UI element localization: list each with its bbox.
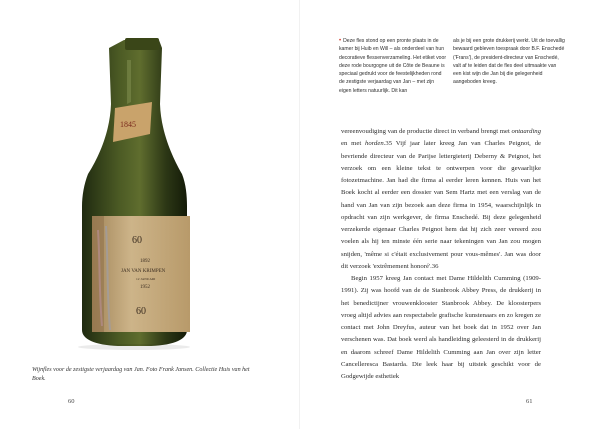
paragraph-2: Begin 1957 kreeg Jan contact met Dame Hildelith Cumming (1909-1991). Zij was hoofd van de de Stanbrook Abbey Press, de drukkerij in het benedictijner vrouwenklooster Stanbrook Abbey. De kloosterpers vroeg altijd advies aan respectabele grafische kunstenaars en zo kregen ze contact met John Dreyfus, auteur van het boek dat in 1952 over Jan verschenen was. Dat boek werd als handleiding geleesterd in de drukkerij en daarom schreef Dame Hildelith Cumming aan Jan over zijn letter Cancelleresca Bastarda. Die leek haar bij uitstek geschikt voor de Godgewijde esthetiek (341, 275, 541, 380)
photo-caption: Wijnfles voor de zestigste verjaardag van Jan. Foto Frank Jansen. Collectie Huis van het Boek. (32, 367, 250, 382)
sidenote-left-text: Deze fles stond op een pronte plaats in de kamer bij Huib en Will – als onderdeel van hun decoratieve flessenverzameling. Het etiket voor deze rode bourgogne uit de Côte de Beaune is speciaal gedrukt voor de feestelijkheden rond de zestigste verjaardag van Jan – met zijn eigen letters natuurlijk. Dit kan (339, 38, 447, 94)
label-year-1892: 1892 (140, 259, 150, 264)
page-number-left: 60 (68, 398, 75, 405)
paragraph-1: vereenvoudiging van de productie direct in verband brengt met ontaarding en met horden.35 Vijf jaar later kreeg Jan van Charles Peignot, de bevriende directeur van de Parijse lettergieterij Deberny & Peignot, het verzoek om een kleine tekst te ontwerpen voor die gevaarlijke fotozetmachine. Jan had die firma al eerder leren kennen. Huis van het Boek kocht al eerder een dossier van Sem Hartz met een verslag van de hand van Jan van zijn bezoek aan deze firma in 1954, waarschijnlijk in opdracht van zijn werkgever, de firma Enschedé. Bij deze gelegenheid verzekerde eigenaar Charles Peignot hem dat hij zich zeer vereerd zou voelen als hij ten minste één serie naar tekeningen van Jan zou mogen snijden, 'même si c'était exclusivement pour vous-mêmes'. Jan was door dit verzoek 'extrêmement honoré'.36 (341, 128, 542, 270)
label-name: JAN VAN KRIMPEN (121, 269, 166, 274)
page-number-right: 61 (526, 398, 533, 405)
body-text (341, 126, 541, 383)
sidenote-right-column: als je bij een grote drukkerij werkt. Uit de toevallig bewaard gebleven toespraak door B.F. Enschedé ('Frans'), de president-directeur van Enschedé, valt af te leiden dat de fles deel uitmaakte van een kist wijn die Jan bij die gelegenheid aangeboden kreeg. (453, 38, 565, 86)
label-year-1952: 1952 (140, 285, 150, 290)
neck-label-text: 1845 (120, 120, 136, 129)
bullet-icon: • (339, 38, 342, 44)
label-date: 12 JANUARI (136, 277, 156, 281)
label-number-top: 60 (132, 235, 142, 246)
sidenote-left-column (339, 37, 447, 95)
bottle-photo (0, 0, 300, 360)
label-number-bottom: 60 (136, 306, 146, 317)
